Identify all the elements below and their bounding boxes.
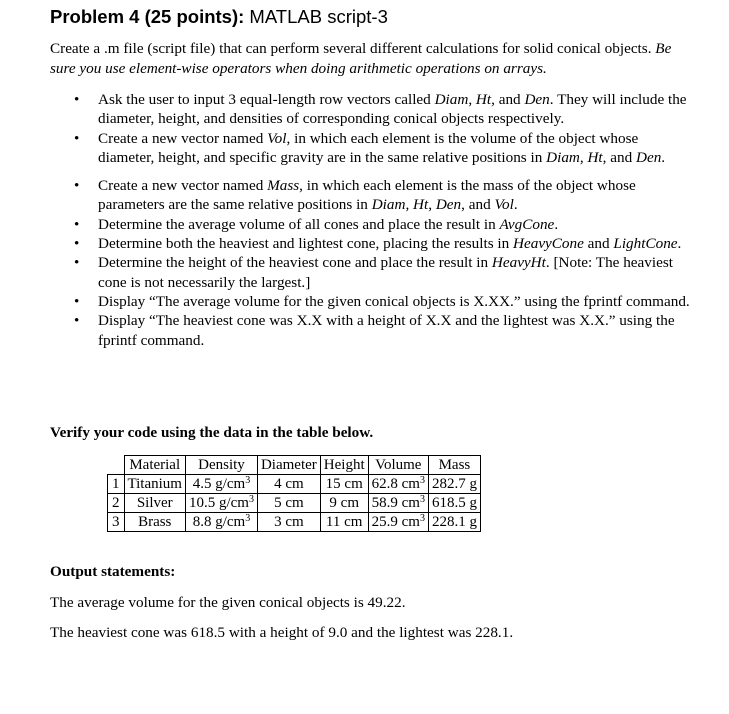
instruction-list xyxy=(50,90,690,350)
text: . They will include the diameter, height, and densities of corresponding conical objects respectively. xyxy=(98,91,687,128)
verify-heading: Verify your code using the data in the table below. xyxy=(50,424,374,441)
cell-mass: 282.7 g xyxy=(428,475,480,494)
list-item xyxy=(50,311,690,350)
cell-mass: 618.5 g xyxy=(428,494,480,513)
cell-material: Silver xyxy=(124,494,185,513)
text: . xyxy=(661,148,666,166)
text: Ask the user to input 3 equal-length row vectors called xyxy=(98,91,435,108)
text: . [Note: The heaviest cone is not necessarily the largest.] xyxy=(98,254,673,291)
cell-material: Brass xyxy=(124,513,185,532)
var-name: Diam xyxy=(434,91,469,108)
output-heading: Output statements: xyxy=(50,563,176,580)
cell-density: 10.5 $g/cm^3$ xyxy=(185,494,257,513)
text: , in which each element is the volume of the object whose diameter, height, and specific gravity are in the same relative positions in xyxy=(98,129,639,166)
cell-mass: 228.1 g xyxy=(428,513,480,532)
var-name: Den xyxy=(635,148,662,166)
cell-diameter: 4 cm xyxy=(257,475,320,494)
list-item xyxy=(50,253,690,292)
var-name: Vol xyxy=(267,129,287,147)
var-name: Vol xyxy=(494,196,514,214)
table-row xyxy=(108,475,481,494)
cell-diameter: 3 cm xyxy=(257,513,320,532)
table-row xyxy=(108,513,481,532)
row-index: 1 xyxy=(108,475,125,494)
text: , in which each element is the mass of the object whose parameters are the same relative positions in xyxy=(98,177,636,214)
table-header-row xyxy=(108,456,481,475)
cell-volume: 62.8 $cm^3$ xyxy=(368,475,428,494)
text: Create a new vector named xyxy=(98,129,268,147)
cell-density: 4.5 $g/cm^3$ xyxy=(185,475,257,494)
intro-text: Create a .m file (script file) that can perform several different calculations for solid conical objects. xyxy=(50,40,656,57)
var-name: HeavyHt xyxy=(491,254,546,272)
text: . xyxy=(554,215,559,233)
output-line-average: The average volume for the given conical objects is 49.22. xyxy=(50,594,406,611)
text: , xyxy=(405,196,414,214)
var-name: AvgCone xyxy=(499,215,555,233)
var-name: Ht xyxy=(475,91,492,108)
column-header: Density xyxy=(185,456,257,475)
var-name: LightCone xyxy=(613,235,678,253)
text: . xyxy=(677,235,682,253)
list-item xyxy=(50,292,690,311)
cell-diameter: 5 cm xyxy=(257,494,320,513)
output-line-heaviest: The heaviest cone was 618.5 with a height of 9.0 and the lightest was 228.1. xyxy=(50,624,514,641)
table-row xyxy=(108,494,481,513)
column-header: Height xyxy=(320,456,368,475)
table-corner xyxy=(108,456,125,475)
bullet-icon: • xyxy=(74,254,80,272)
title-rest: MATLAB script-3 xyxy=(244,6,388,27)
text: Create a new vector named xyxy=(98,177,268,195)
bullet-icon: • xyxy=(74,292,80,310)
bullet-icon: • xyxy=(74,91,80,108)
text: Determine the average volume of all cones and place the result in xyxy=(98,215,500,233)
bullet-icon: • xyxy=(74,312,80,330)
text: Display “The heaviest cone was X.X with a height of X.X and the lightest was X.X.” using the fprintf command. xyxy=(98,312,675,349)
column-header: Material xyxy=(124,456,185,475)
list-item xyxy=(50,176,690,215)
list-item xyxy=(50,90,690,129)
text: and xyxy=(583,235,614,253)
text: . xyxy=(513,196,518,214)
row-index: 3 xyxy=(108,513,125,532)
cell-volume: 58.9 $cm^3$ xyxy=(368,494,428,513)
intro-emphasis: Be sure you use element-wise operators when doing arithmetic operations on arrays. xyxy=(50,40,672,77)
text: , xyxy=(428,196,436,214)
text: , xyxy=(468,91,476,108)
bullet-icon: • xyxy=(74,215,80,233)
text: Display “The average volume for the given conical objects is X.XX.” using the fprintf command. xyxy=(98,292,690,310)
page-title xyxy=(50,6,388,28)
list-item xyxy=(50,234,690,253)
var-name: Ht xyxy=(413,196,429,214)
var-name: Diam xyxy=(371,196,406,214)
var-name: Den xyxy=(524,91,550,108)
cell-height: 9 cm xyxy=(320,494,368,513)
var-name: Mass xyxy=(267,177,300,195)
cell-material: Titanium xyxy=(124,475,185,494)
text: , xyxy=(579,148,588,166)
cell-height: 11 cm xyxy=(320,513,368,532)
title-bold: Problem 4 (25 points): xyxy=(50,6,245,27)
bullet-icon: • xyxy=(74,129,80,147)
cell-volume: 25.9 $cm^3$ xyxy=(368,513,428,532)
column-header: Volume xyxy=(368,456,428,475)
cell-density: 8.8 $g/cm^3$ xyxy=(185,513,257,532)
var-name: HeavyCone xyxy=(513,235,584,253)
list-item xyxy=(50,215,690,234)
column-header: Mass xyxy=(428,456,480,475)
list-item xyxy=(50,129,690,168)
bullet-icon: • xyxy=(74,235,80,253)
text: , and xyxy=(491,91,525,108)
column-header: Diameter xyxy=(257,456,320,475)
var-name: Diam xyxy=(546,148,580,166)
data-table xyxy=(107,455,481,532)
text: , and xyxy=(602,148,636,166)
intro-paragraph xyxy=(50,39,690,79)
var-name: Den xyxy=(435,196,462,214)
text: Determine both the heaviest and lightest cone, placing the results in xyxy=(98,235,514,253)
text: , and xyxy=(461,196,495,214)
var-name: Ht xyxy=(587,148,603,166)
bullet-icon: • xyxy=(74,177,80,195)
row-index: 2 xyxy=(108,494,125,513)
text: Determine the height of the heaviest cone and place the result in xyxy=(98,254,492,272)
cell-height: 15 cm xyxy=(320,475,368,494)
